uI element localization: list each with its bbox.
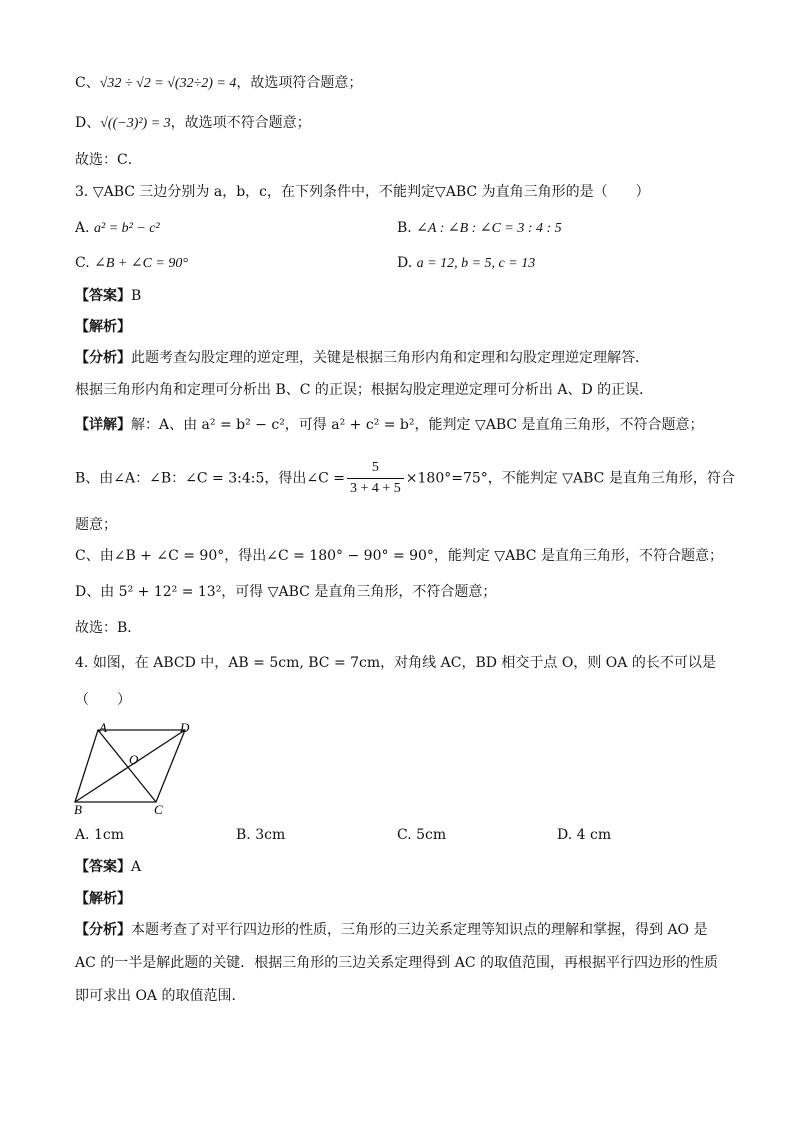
fraction-numerator: 5 (347, 458, 404, 479)
option-text: ，故选项符合题意； (236, 75, 363, 91)
q3-option-b (397, 218, 562, 239)
option-text: 5cm (416, 827, 447, 843)
answer-value: A (131, 859, 142, 875)
option-label: A. (75, 220, 90, 236)
detail-tag: 【详解】 (75, 417, 131, 433)
prev-option-d (75, 113, 311, 134)
option-math: √((−3)²) = 3 (100, 116, 171, 131)
option-text: a = 12, b = 5, c = 13 (416, 256, 536, 271)
fenxi-text: 本题考查了对平行四边形的性质，三角形的三边关系定理等知识点的理解和掌握，得到 AO 是 (131, 922, 708, 938)
question-stem-2: ▽ABC 为直角三角形的是（ ） (435, 184, 650, 200)
q3-detail-b-tail: 题意； (75, 517, 117, 533)
q4-fenxi-3: 即可求出 OA 的取值范围． (75, 988, 246, 1004)
option-label: A. (75, 827, 90, 843)
option-math: √32 ÷ √2 = √(32÷2) = 4 (99, 76, 237, 91)
option-text: 1cm (94, 827, 125, 843)
question-stem-1: ▽ABC 三边分别为 a，b，c，在下列条件中，不能判定 (92, 184, 435, 200)
q4-option-c (397, 825, 446, 845)
q4-option-a (75, 825, 124, 845)
option-text: a² = b² − c² (94, 221, 160, 236)
option-text: 3cm (255, 827, 286, 843)
q3-conclusion: 故选：B． (75, 620, 142, 636)
q4-answer (75, 857, 141, 877)
q3-stem (75, 182, 650, 202)
answer-tag: 【答案】 (75, 859, 131, 875)
q4-stem-2: （ ） (75, 692, 131, 708)
fraction-denominator: 3 + 4 + 5 (350, 481, 401, 496)
option-label: D. (397, 255, 413, 271)
option-label: B. (236, 827, 251, 843)
q3-detail-c: C、由∠B + ∠C = 90°，得出∠C = 180° − 90° = 90°，能判定 ▽ABC 是直角三角形，不符合题意； (75, 548, 723, 564)
vertex-label-c: C (154, 802, 163, 817)
answer-value: B (131, 288, 142, 304)
q4-fenxi-1 (75, 920, 708, 940)
detail-text: 解：A、由 a² = b² − c²，可得 a² + c² = b²，能判定 ▽ABC 是直角三角形，不符合题意； (131, 417, 704, 433)
q3-fenxi (75, 348, 649, 368)
q3-detail-d: D、由 5² + 12² = 13²，可得 ▽ABC 是直角三角形，不符合题意； (75, 584, 497, 600)
q3-answer (75, 286, 141, 306)
option-text: 4 cm (576, 827, 612, 843)
answer-tag: 【答案】 (75, 288, 131, 304)
option-text: ∠A : ∠B : ∠C = 3 : 4 : 5 (416, 221, 562, 236)
question-number: 4. (75, 655, 89, 671)
q3-detail-b (75, 458, 735, 499)
q3-option-c (75, 253, 188, 274)
q4-stem (75, 653, 716, 673)
q4-fenxi-2: AC 的一半是解此题的关键．根据三角形的三边关系定理得到 AC 的取值范围，再根据平行四边形的性质 (75, 955, 718, 971)
question-stem-1: 如图，在 ABCD 中，AB = 5cm, BC = 7cm，对角线 AC，BD 相交于点 O，则 OA 的长不可以是 (92, 655, 716, 671)
center-label-o: O (129, 752, 139, 767)
q3-detail-a (75, 415, 704, 435)
option-label: C. (397, 827, 412, 843)
fenxi-tag: 【分析】 (75, 350, 131, 366)
option-label: D、 (75, 115, 101, 131)
fenxi-text: 此题考查勾股定理的逆定理，关键是根据三角形内角和定理和勾股定理逆定理解答． (131, 350, 649, 366)
q3-option-a (75, 218, 160, 239)
detail-text: B、由∠A：∠B：∠C = 3:4:5，得出∠C = (75, 470, 345, 487)
parallelogram-figure (68, 716, 208, 820)
q4-option-d (557, 825, 611, 845)
option-label: C. (75, 255, 90, 271)
q3-analysis-tag: 【解析】 (75, 319, 131, 335)
option-label: B. (397, 220, 412, 236)
prev-conclusion: 故选：C． (75, 152, 142, 168)
fenxi-tag: 【分析】 (75, 922, 131, 938)
option-label: C、 (75, 75, 100, 91)
vertex-label-d: D (180, 720, 190, 735)
fraction (347, 458, 404, 499)
q3-fenxi-2: 根据三角形内角和定理可分析出 B、C 的正误；根据勾股定理逆定理可分析出 A、D 的正误． (75, 382, 654, 398)
q4-option-b (236, 825, 285, 845)
question-number: 3. (75, 184, 89, 200)
detail-text: ×180°=75°，不能判定 ▽ABC 是直角三角形，符合 (405, 470, 735, 487)
q3-option-d (397, 253, 535, 274)
vertex-label-b: B (74, 802, 82, 817)
q4-analysis-tag: 【解析】 (75, 891, 131, 907)
prev-option-c (75, 73, 362, 94)
option-text: ，故选项不符合题意； (170, 115, 311, 131)
option-text: ∠B + ∠C = 90° (94, 256, 188, 271)
vertex-label-a: A (99, 720, 107, 735)
option-label: D. (557, 827, 573, 843)
